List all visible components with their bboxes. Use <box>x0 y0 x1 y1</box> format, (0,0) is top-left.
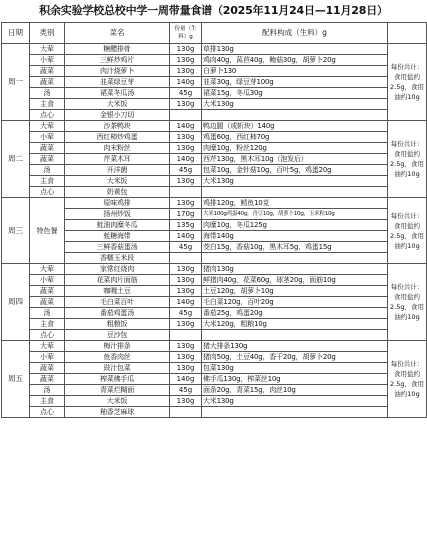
dish-cell: 家常红烧肉 <box>65 264 170 275</box>
dish-cell: 糖醋排骨 <box>65 44 170 55</box>
weight-cell: 45g <box>170 88 202 99</box>
weight-cell: 130g <box>170 275 202 286</box>
dish-cell: 大米饭 <box>65 396 170 407</box>
weight-cell: 45g <box>170 242 202 253</box>
header-category: 类别 <box>30 23 65 44</box>
day-cell: 周四 <box>2 264 30 341</box>
table-row <box>2 253 427 264</box>
table-row <box>2 209 427 220</box>
category-cell: 汤 <box>30 385 65 396</box>
ingredients-cell: 猪肉130g <box>202 264 388 275</box>
category-cell: 蔬菜 <box>30 363 65 374</box>
weight-cell: 130g <box>170 143 202 154</box>
dish-cell: 蚝油肉糜冬瓜 <box>65 220 170 231</box>
table-row <box>2 275 427 286</box>
category-cell: 主食 <box>30 396 65 407</box>
ingredients-cell: 西芹130g，黑木耳10g（泡发后） <box>202 154 388 165</box>
weight-cell: 130g <box>170 55 202 66</box>
day-cell: 周三 <box>2 198 30 264</box>
table-row <box>2 264 427 275</box>
category-cell: 小荤 <box>30 352 65 363</box>
category-cell: 小荤 <box>30 275 65 286</box>
dish-cell: 三鲜炒鸡片 <box>65 55 170 66</box>
table-row <box>2 231 427 242</box>
ingredients-cell: 草排130g <box>202 44 388 55</box>
table-row <box>2 176 427 187</box>
table-row <box>2 297 427 308</box>
table-row <box>2 220 427 231</box>
dish-cell: 毛白菜百叶 <box>65 297 170 308</box>
ingredients-cell: 大米100g鸡蛋40g，青豆10g，胡萝卜10g，玉米粒10g <box>202 209 388 220</box>
weight-cell: 130g <box>170 176 202 187</box>
weight-cell: 130g <box>170 99 202 110</box>
ingredients-cell: 海带140g <box>202 231 388 242</box>
weight-cell: 140g <box>170 297 202 308</box>
dish-cell: 原味鸡排 <box>65 198 170 209</box>
table-row <box>2 319 427 330</box>
dish-cell: 西红柿炒鸡蛋 <box>65 132 170 143</box>
category-cell: 蔬菜 <box>30 66 65 77</box>
category-cell: 大荤 <box>30 264 65 275</box>
category-cell: 大荤 <box>30 121 65 132</box>
day-cell: 周五 <box>2 341 30 418</box>
dish-cell: 鱼香肉丝 <box>65 352 170 363</box>
weight-cell: 130g <box>170 352 202 363</box>
dish-cell: 大米饭 <box>65 176 170 187</box>
table-row <box>2 121 427 132</box>
nutrition-note: 每份共计：食用盐约2.5g，食用油约10g <box>388 198 427 264</box>
table-row <box>2 385 427 396</box>
category-cell: 蔬菜 <box>30 297 65 308</box>
category-cell: 点心 <box>30 187 65 198</box>
weight-cell: 130g <box>170 341 202 352</box>
dish-cell: 豆沙包 <box>65 330 170 341</box>
weight-cell: 130g <box>170 198 202 209</box>
weight-cell: 130g <box>170 319 202 330</box>
weight-cell: 130g <box>170 264 202 275</box>
table-row <box>2 198 427 209</box>
ingredients-cell: 鲜猪肉40g，花菜60g，球茎20g，面筋10g <box>202 275 388 286</box>
ingredients-cell: 韭菜30g，绿豆芽100g <box>202 77 388 88</box>
dish-cell: 扬州炒饭 <box>65 209 170 220</box>
table-row <box>2 363 427 374</box>
weight-cell <box>170 407 202 418</box>
ingredients-cell <box>202 110 388 121</box>
table-row <box>2 165 427 176</box>
weight-cell <box>170 187 202 198</box>
table-row <box>2 242 427 253</box>
ingredients-cell: 猪肉50g，土豆40g，香干20g，胡萝卜20g <box>202 352 388 363</box>
table-row <box>2 154 427 165</box>
table-row <box>2 44 427 55</box>
category-cell: 蔬菜 <box>30 154 65 165</box>
ingredients-cell: 毛白菜120g，百叶20g <box>202 297 388 308</box>
ingredients-cell: 大米130g <box>202 99 388 110</box>
ingredients-cell: 大米120g，粗粮10g <box>202 319 388 330</box>
table-row <box>2 374 427 385</box>
dish-cell: 梅汁排条 <box>65 341 170 352</box>
category-cell: 蔬菜 <box>30 143 65 154</box>
header-ingredients: 配料构成（生料）g <box>202 23 388 44</box>
category-cell: 小荤 <box>30 55 65 66</box>
dish-cell: 咖喱土豆 <box>65 286 170 297</box>
dish-cell: 开洋菌 <box>65 165 170 176</box>
nutrition-note: 每份共计：食用盐约2.5g，食用油约10g <box>388 121 427 198</box>
category-cell: 点心 <box>30 407 65 418</box>
dish-cell: 粗粮饭 <box>65 319 170 330</box>
weight-cell: 140g <box>170 154 202 165</box>
table-row <box>2 132 427 143</box>
weight-cell: 130g <box>170 363 202 374</box>
ingredients-cell <box>202 330 388 341</box>
table-row <box>2 143 427 154</box>
header-weight: 份量（生料）g <box>170 23 202 44</box>
dish-cell: 番茄鸡蛋汤 <box>65 308 170 319</box>
weight-cell: 135g <box>170 220 202 231</box>
ingredients-cell <box>202 187 388 198</box>
table-row <box>2 66 427 77</box>
table-row <box>2 407 427 418</box>
weight-cell <box>170 253 202 264</box>
table-row <box>2 341 427 352</box>
ingredients-cell: 肉糜10g，冬瓜125g <box>202 220 388 231</box>
weight-cell: 130g <box>170 66 202 77</box>
dish-cell: 芹菜木耳 <box>65 154 170 165</box>
dish-cell: 蚝糖海带 <box>65 231 170 242</box>
ingredients-cell: 白萝卜130 <box>202 66 388 77</box>
ingredients-cell: 肉糜10g，粉丝120g <box>202 143 388 154</box>
table-row <box>2 330 427 341</box>
ingredients-cell: 包菜10g，金针菇10g，百叶5g，鸡蛋20g <box>202 165 388 176</box>
table-row <box>2 286 427 297</box>
dish-cell: 韭菜绿豆芽 <box>65 77 170 88</box>
weight-cell <box>170 110 202 121</box>
category-cell: 特色餐 <box>30 198 65 264</box>
weight-cell: 45g <box>170 308 202 319</box>
dish-cell: 榨菜佛手瓜 <box>65 374 170 385</box>
ingredients-cell: 鸡排120g，鳕鱼10克 <box>202 198 388 209</box>
weight-cell: 140g <box>170 374 202 385</box>
menu-table <box>1 22 427 418</box>
dish-cell: 裙菜冬瓜汤 <box>65 88 170 99</box>
category-cell: 主食 <box>30 99 65 110</box>
dish-cell: 沙茶鸭块 <box>65 121 170 132</box>
dish-cell: 肉末粉丝 <box>65 143 170 154</box>
category-cell: 蔬菜 <box>30 374 65 385</box>
weight-cell: 170g <box>170 209 202 220</box>
ingredients-cell: 面条20g，青菜15g，肉丝10g <box>202 385 388 396</box>
nutrition-note: 每份共计：食用盐约2.5g，食用油约10g <box>388 264 427 341</box>
ingredients-cell: 番茄25g，鸡蛋20g <box>202 308 388 319</box>
ingredients-cell: 裙菜15g，冬瓜30g <box>202 88 388 99</box>
nutrition-note: 每份共计：食用盐约2.5g，食用油约10g <box>388 44 427 121</box>
menu-body <box>2 44 427 418</box>
dish-cell: 奶黄包 <box>65 187 170 198</box>
nutrition-note: 每份共计：食用盐约2.5g，食用油约10g <box>388 341 427 418</box>
ingredients-cell: 茭白15g，香菇10g，黑木耳5g，鸡蛋15g <box>202 242 388 253</box>
weight-cell <box>170 330 202 341</box>
ingredients-cell: 鸡蛋60g，西红柿70g <box>202 132 388 143</box>
weight-cell: 130g <box>170 44 202 55</box>
table-row <box>2 352 427 363</box>
category-cell: 小荤 <box>30 132 65 143</box>
category-cell: 大荤 <box>30 341 65 352</box>
category-cell: 主食 <box>30 176 65 187</box>
table-row <box>2 77 427 88</box>
dish-cell: 香糯玉米段 <box>65 253 170 264</box>
table-row <box>2 396 427 407</box>
ingredients-cell: 包菜130g <box>202 363 388 374</box>
weight-cell: 140g <box>170 77 202 88</box>
table-row <box>2 99 427 110</box>
ingredients-cell: 鸡肉40g，莴苣40g，鲍菇30g，胡萝卜20g <box>202 55 388 66</box>
ingredients-cell: 佛手瓜130g，榨菜丝10g <box>202 374 388 385</box>
table-row <box>2 110 427 121</box>
dish-cell: 三鲜香菇蛋汤 <box>65 242 170 253</box>
dish-cell: 金银小刀切 <box>65 110 170 121</box>
category-cell: 蔬菜 <box>30 286 65 297</box>
category-cell: 点心 <box>30 110 65 121</box>
header-note <box>388 23 427 44</box>
ingredients-cell: 大米130g <box>202 396 388 407</box>
category-cell: 蔬菜 <box>30 77 65 88</box>
header-date: 日期 <box>2 23 30 44</box>
dish-cell: 豉汁包菜 <box>65 363 170 374</box>
category-cell: 点心 <box>30 330 65 341</box>
table-row <box>2 55 427 66</box>
header-dish: 菜名 <box>65 23 170 44</box>
page-title: 积余实验学校总校中学一周带量食谱（2025年11月24日—11月28日） <box>39 4 388 17</box>
table-row <box>2 88 427 99</box>
weight-cell: 45g <box>170 165 202 176</box>
category-cell: 大荤 <box>30 44 65 55</box>
weight-cell: 130g <box>170 286 202 297</box>
dish-cell: 釉香芝麻球 <box>65 407 170 418</box>
weight-cell: 130g <box>170 132 202 143</box>
header-row <box>2 23 427 44</box>
category-cell: 主食 <box>30 319 65 330</box>
category-cell: 汤 <box>30 308 65 319</box>
weight-cell: 130g <box>170 396 202 407</box>
weight-cell: 140g <box>170 121 202 132</box>
table-row <box>2 308 427 319</box>
ingredients-cell: 猪大排条130g <box>202 341 388 352</box>
ingredients-cell <box>202 253 388 264</box>
weight-cell: 140g <box>170 231 202 242</box>
ingredients-cell: 鸭边腿（或斩块）140g <box>202 121 388 132</box>
dish-cell: 花菜肉片面筋 <box>65 275 170 286</box>
weight-cell: 45g <box>170 385 202 396</box>
dish-cell: 大米饭 <box>65 99 170 110</box>
category-cell: 汤 <box>30 88 65 99</box>
dish-cell: 青菜烂糊面 <box>65 385 170 396</box>
category-cell: 汤 <box>30 165 65 176</box>
day-cell: 周二 <box>2 121 30 198</box>
dish-cell: 肉汁烧萝卜 <box>65 66 170 77</box>
ingredients-cell: 大米130g <box>202 176 388 187</box>
ingredients-cell <box>202 407 388 418</box>
table-row <box>2 187 427 198</box>
day-cell: 周一 <box>2 44 30 121</box>
ingredients-cell: 土豆120g，胡萝卜10g <box>202 286 388 297</box>
